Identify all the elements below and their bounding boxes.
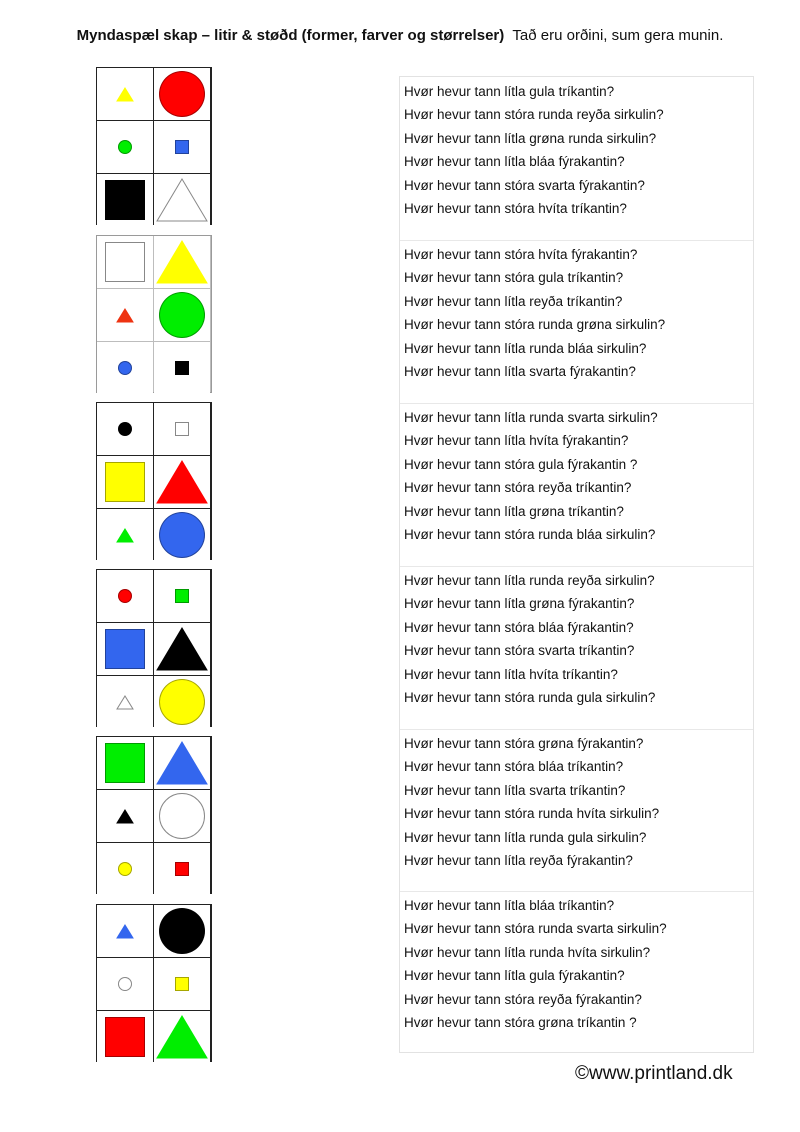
grid-cell — [154, 1011, 210, 1063]
grid-cell — [154, 905, 210, 957]
large-white-circle-icon — [159, 793, 205, 839]
grid-cell — [154, 289, 210, 341]
grid-cell — [154, 737, 210, 789]
large-white-triangle-icon — [156, 178, 208, 222]
question-line: Hvør hevur tann lítla svarta fýrakantin? — [404, 364, 636, 379]
large-yellow-square-icon — [105, 462, 145, 502]
question-line: Hvør hevur tann stóra hvíta fýrakantin? — [404, 247, 638, 262]
question-line: Hvør hevur tann lítla gula fýrakantin? — [404, 968, 625, 984]
small-yellow-circle-icon — [118, 862, 132, 876]
small-yellow-triangle-icon — [116, 87, 134, 102]
question-set — [400, 240, 753, 404]
question-line: Hvør hevur tann lítla bláa tríkantin? — [404, 898, 615, 913]
large-green-square-icon — [105, 743, 145, 783]
grid-cell — [97, 403, 153, 455]
question-line: Hvør hevur tann stóra gula fýrakantin ? — [404, 456, 638, 472]
shape-grid — [96, 67, 212, 225]
grid-cell — [154, 843, 210, 895]
small-black-triangle-icon — [116, 809, 134, 824]
question-line: Hvør hevur tann stóra bláa tríkantin? — [404, 759, 624, 775]
grid-cell — [154, 342, 210, 394]
grid-cell — [97, 570, 153, 622]
grid-cell — [97, 509, 153, 561]
shape-grid — [96, 736, 212, 894]
large-white-square-icon — [105, 242, 145, 282]
small-yellow-square-icon — [175, 977, 189, 991]
large-yellow-triangle-icon — [156, 240, 208, 284]
grid-cell — [154, 509, 210, 561]
large-red-circle-icon — [159, 71, 205, 117]
grid-cell — [97, 737, 153, 789]
grid-cell — [154, 623, 210, 675]
question-line: Hvør hevur tann lítla runda gula sirkulin? — [404, 829, 647, 845]
question-line: Hvør hevur tann stóra runda hvíta sirkulin? — [404, 806, 660, 822]
large-black-square-icon — [105, 180, 145, 220]
question-line: Hvør hevur tann lítla runda svarta sirkulin? — [404, 410, 658, 425]
small-orange-red-triangle-icon — [116, 308, 134, 323]
grid-cell — [97, 905, 153, 957]
question-line: Hvør hevur tann lítla hvíta tríkantin? — [404, 666, 618, 682]
shape-grid — [96, 904, 212, 1062]
grid-cell — [97, 68, 153, 120]
grid-cell — [97, 1011, 153, 1063]
question-set — [400, 566, 753, 730]
shape-grid — [96, 402, 212, 560]
grid-cell — [154, 68, 210, 120]
question-line: Hvør hevur tann stóra hvíta tríkantin? — [404, 201, 627, 216]
question-line: Hvør hevur tann lítla grøna tríkantin? — [404, 503, 624, 519]
small-red-square-icon — [175, 862, 189, 876]
small-green-triangle-icon — [116, 528, 134, 543]
question-set — [400, 891, 753, 1051]
grid-cell — [154, 570, 210, 622]
grid-cell — [97, 843, 153, 895]
small-blue-circle-icon — [118, 361, 132, 375]
small-white-square-icon — [175, 422, 189, 436]
question-line: Hvør hevur tann lítla runda bláa sirkulin? — [404, 340, 647, 356]
question-line: Hvør hevur tann stóra bláa fýrakantin? — [404, 619, 634, 635]
question-line: Hvør hevur tann stóra svarta fýrakantin? — [404, 177, 645, 193]
grid-cell — [154, 676, 210, 728]
question-line: Hvør hevur tann stóra grøna tríkantin ? — [404, 1015, 637, 1030]
grid-cell — [97, 676, 153, 728]
grid-cell — [154, 790, 210, 842]
small-black-circle-icon — [118, 422, 132, 436]
question-line: Hvør hevur tann lítla gula tríkantin? — [404, 84, 615, 99]
question-line: Hvør hevur tann stóra svarta tríkantin? — [404, 643, 635, 659]
page-subtitle: Tað eru orðini, sum gera munin. — [512, 27, 724, 44]
page-header — [0, 27, 800, 44]
small-green-square-icon — [175, 589, 189, 603]
question-line: Hvør hevur tann lítla reyða tríkantin? — [404, 293, 623, 309]
grid-cell — [154, 958, 210, 1010]
grid-cell — [154, 403, 210, 455]
grid-cell — [97, 456, 153, 508]
grid-cell — [154, 456, 210, 508]
question-line: Hvør hevur tann stóra runda gula sirkulin? — [404, 690, 656, 705]
question-line: Hvør hevur tann stóra reyða fýrakantin? — [404, 991, 642, 1007]
question-line: Hvør hevur tann lítla runda hvíta sirkulin? — [404, 944, 651, 960]
question-set — [400, 77, 753, 241]
small-red-circle-icon — [118, 589, 132, 603]
question-line: Hvør hevur tann stóra runda bláa sirkulin? — [404, 527, 656, 542]
small-green-circle-icon — [118, 140, 132, 154]
grid-cell — [97, 174, 153, 226]
shape-grid — [96, 235, 212, 393]
page-title: Myndaspæl skap – litir & støðd (former, farver og størrelser) — [76, 27, 505, 44]
question-line: Hvør hevur tann lítla svarta tríkantin? — [404, 782, 626, 798]
large-black-triangle-icon — [156, 627, 208, 671]
grid-cell — [154, 174, 210, 226]
question-line: Hvør hevur tann lítla grøna fýrakantin? — [404, 596, 635, 612]
small-white-triangle-icon — [116, 695, 134, 710]
large-yellow-circle-icon — [159, 679, 205, 725]
question-line: Hvør hevur tann lítla bláa fýrakantin? — [404, 154, 625, 170]
question-set — [400, 729, 753, 892]
question-line: Hvør hevur tann lítla hvíta fýrakantin? — [404, 433, 629, 449]
shape-grid — [96, 569, 212, 727]
small-black-square-icon — [175, 361, 189, 375]
copyright-footer: ©www.printland.dk — [575, 1063, 733, 1084]
large-red-triangle-icon — [156, 460, 208, 504]
question-line: Hvør hevur tann stóra runda reyða sirkulin? — [404, 107, 664, 123]
large-blue-square-icon — [105, 629, 145, 669]
question-line: Hvør hevur tann stóra grøna fýrakantin? — [404, 736, 644, 751]
grid-cell — [97, 121, 153, 173]
large-green-triangle-icon — [156, 1015, 208, 1059]
small-blue-square-icon — [175, 140, 189, 154]
question-line: Hvør hevur tann stóra runda svarta sirkulin? — [404, 921, 667, 937]
large-black-circle-icon — [159, 908, 205, 954]
grid-cell — [97, 958, 153, 1010]
small-blue-triangle-icon — [116, 924, 134, 939]
grid-cell — [97, 623, 153, 675]
grid-cell — [154, 236, 210, 288]
large-green-circle-icon — [159, 292, 205, 338]
question-line: Hvør hevur tann lítla reyða fýrakantin? — [404, 853, 633, 868]
large-blue-triangle-icon — [156, 741, 208, 785]
grid-cell — [97, 236, 153, 288]
small-white-circle-icon — [118, 977, 132, 991]
grid-cell — [97, 342, 153, 394]
question-set — [400, 403, 753, 567]
question-line: Hvør hevur tann stóra gula tríkantin? — [404, 270, 624, 286]
questions-panel — [399, 76, 754, 1053]
question-line: Hvør hevur tann stóra runda grøna sirkulin? — [404, 317, 666, 333]
grid-cell — [154, 121, 210, 173]
question-line: Hvør hevur tann stóra reyða tríkantin? — [404, 480, 632, 496]
question-line: Hvør hevur tann lítla grøna runda sirkulin? — [404, 130, 657, 146]
large-blue-circle-icon — [159, 512, 205, 558]
question-line: Hvør hevur tann lítla runda reyða sirkulin? — [404, 573, 655, 588]
grid-cell — [97, 790, 153, 842]
grid-cell — [97, 289, 153, 341]
large-red-square-icon — [105, 1017, 145, 1057]
